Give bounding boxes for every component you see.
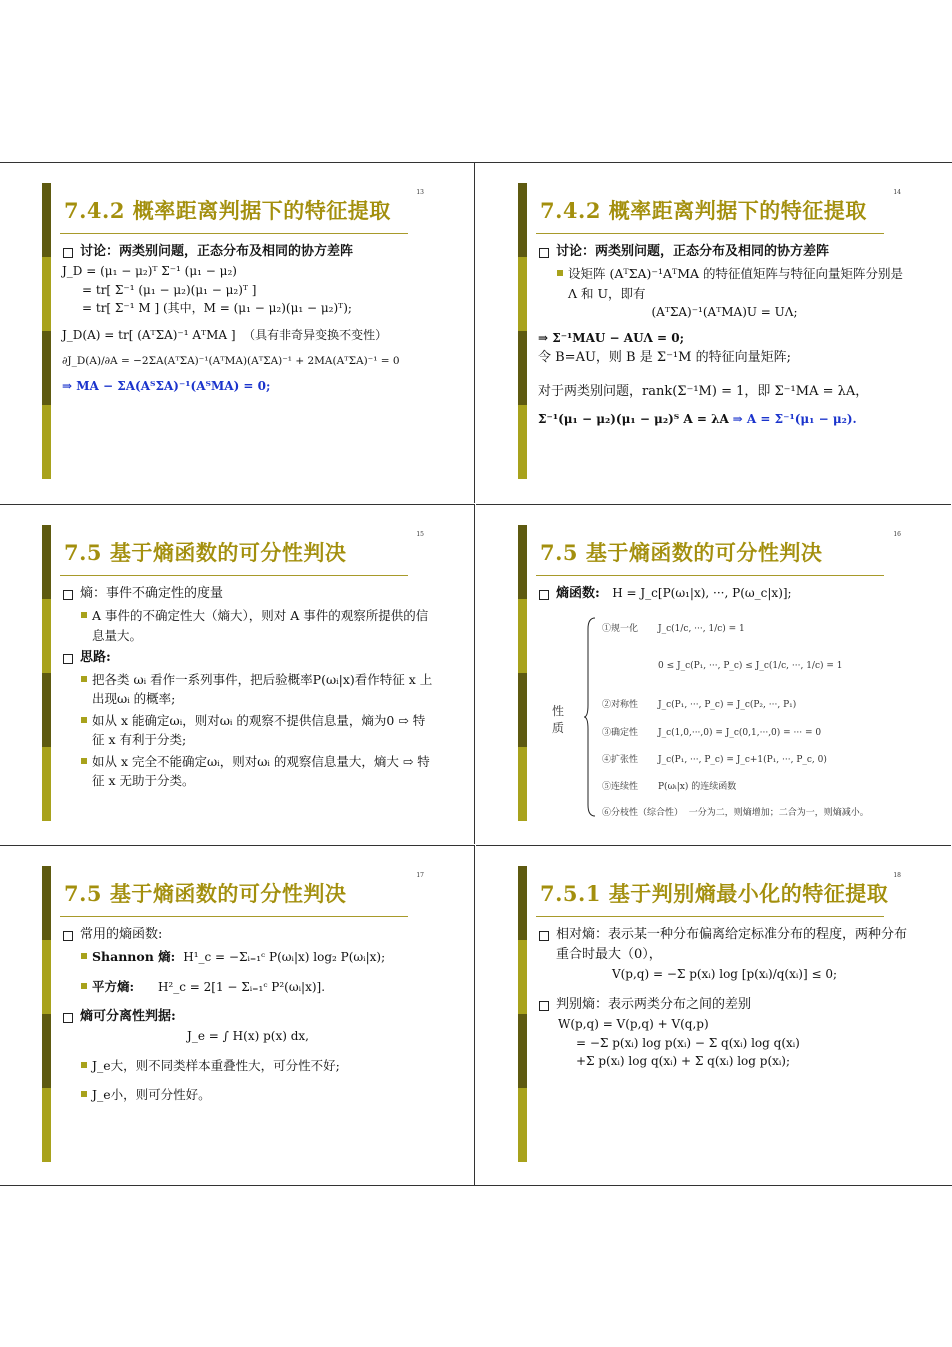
bullet: 相对熵：表示某一种分布偏离给定标准分布的程度，两种分布重合时最大（0）， <box>538 925 911 965</box>
equation: ⇒ MA − ΣA(AᵀΣA)⁻¹(AᵀMA) = 0; <box>62 378 271 393</box>
equation: = tr[ Σ⁻¹ (μ₁ − μ₂)(μ₁ − μ₂)ᵀ ] <box>82 282 257 297</box>
equation: ∂J_D(A)/∂A = −2ΣA(AᵀΣA)⁻¹(AᵀMA)(AᵀΣA)⁻¹ + 2MA(AᵀΣA)⁻¹ = 0 <box>62 354 400 367</box>
property-row: 0 ≤ J_c(P₁, ···, P_c) ≤ J_c(1/c, ···, 1/c) = 1 <box>658 661 843 671</box>
sub-bullet: J_e大，则不同类样本重叠性大，可分性不好; <box>62 1056 434 1075</box>
text-line: 令 B=AU，则 B 是 Σ⁻¹M 的特征向量矩阵; <box>538 350 791 366</box>
bullet: 常用的熵函数: <box>62 925 434 945</box>
slide-content <box>538 922 911 1071</box>
slide-content <box>62 239 434 395</box>
slide-accent-bar <box>518 525 527 821</box>
property-row: ⑤连续性 P(ωᵢ|x) 的连续函数 <box>602 782 737 792</box>
equation: V(p,q) = −Σ p(xᵢ) log [p(xᵢ)/q(xᵢ)] ≤ 0; <box>611 967 838 982</box>
slide-accent-bar <box>42 183 51 479</box>
slide-accent-bar <box>518 183 527 479</box>
left-brace <box>584 617 596 817</box>
sub-bullet: 如从 x 完全不能确定ωᵢ，则对ωᵢ 的观察信息量大，熵大 ⇨ 特征 x 无助于分类。 <box>62 752 434 791</box>
slide-number: 14 <box>893 189 901 196</box>
property-label: 性 质 <box>552 704 565 735</box>
property-row: ⑥分枝性（综合性） 一分为二，则熵增加；二合为一，则熵减小。 <box>602 808 869 818</box>
slide-content <box>62 581 434 790</box>
property-row: ①规一化 J_c(1/c, ···, 1/c) = 1 <box>602 624 745 634</box>
sub-bullet: 如从 x 能确定ωᵢ，则对ωᵢ 的观察不提供信息量，熵为0 ⇨ 特征 x 有利于分类; <box>62 711 434 750</box>
sub-bullet: A 事件的不确定性大（熵大），则对 A 事件的观察所提供的信息量大。 <box>62 606 434 645</box>
equation: ⇒ Σ⁻¹MAU − AUΛ = 0; <box>538 331 685 346</box>
bullet: 熵：事件不确定性的度量 <box>62 584 434 604</box>
slide-number: 13 <box>416 189 424 196</box>
text-line: 对于两类别问题，rank(Σ⁻¹M) = 1，即 Σ⁻¹MA = λA， <box>538 384 869 400</box>
bullet: 思路: <box>62 648 434 668</box>
slide-content <box>538 581 911 604</box>
slide-18 <box>476 845 951 1185</box>
slide-accent-bar <box>518 866 527 1162</box>
property-row: ④扩张性 J_c(P₁, ···, P_c) = J_c+1(P₁, ···, P_c, 0) <box>602 755 827 765</box>
property-row: ②对称性 J_c(P₁, ···, P_c) = J_c(P₂, ···, P₁) <box>602 700 797 710</box>
slide-content <box>538 239 911 429</box>
equation: J_e = ∫ H(x) p(x) dx, <box>187 1029 309 1044</box>
property-panel <box>546 615 886 825</box>
equation: = tr[ Σ⁻¹ M ] (其中，M = (μ₁ − μ₂)(μ₁ − μ₂)ᵀ); <box>82 301 352 316</box>
slide-title: 7.5 基于熵函数的可分性判决 <box>64 540 347 565</box>
slide-title: 7.5 基于熵函数的可分性判决 <box>64 881 347 906</box>
bullet: 讨论：两类别问题，正态分布及相同的协方差阵 <box>62 242 434 262</box>
slide-number: 18 <box>893 872 901 879</box>
slide-title: 7.4.2 概率距离判据下的特征提取 <box>540 198 867 223</box>
equation: W(p,q) = V(p,q) + V(q,p) <box>558 1017 709 1032</box>
equation: +Σ p(xᵢ) log q(xᵢ) + Σ q(xᵢ) log p(xᵢ); <box>576 1054 791 1069</box>
bullet: 判别熵：表示两类分布之间的差别 <box>538 995 911 1015</box>
slide-content <box>62 922 434 1105</box>
sub-bullet: Shannon 熵: H¹_c = −Σᵢ₌₁ᶜ P(ωᵢ|x) log₂ P(ωᵢ|x); <box>62 947 434 967</box>
slide-number: 15 <box>416 531 424 538</box>
equation: (AᵀΣA)⁻¹(AᵀMA)U = UΛ; <box>651 304 798 319</box>
sub-bullet: 设矩阵 (AᵀΣA)⁻¹AᵀMA 的特征值矩阵与特征向量矩阵分别是 Λ 和 U，即有 <box>538 264 911 303</box>
bullet: 讨论：两类别问题，正态分布及相同的协方差阵 <box>538 242 911 262</box>
sub-bullet: J_e小，则可分性好。 <box>62 1085 434 1104</box>
title-rule <box>536 916 884 917</box>
slide-16 <box>476 504 951 844</box>
property-row: ③确定性 J_c(1,0,···,0) = J_c(0,1,···,0) = ··· = 0 <box>602 728 822 738</box>
slide-number: 17 <box>416 872 424 879</box>
slide-15 <box>0 504 475 844</box>
title-rule <box>60 233 408 234</box>
title-rule <box>60 575 408 576</box>
sub-bullet: 平方熵: H²_c = 2[1 − Σᵢ₌₁ᶜ P²(ωᵢ|x)]. <box>62 977 434 997</box>
title-rule <box>60 916 408 917</box>
slide-14 <box>476 163 951 503</box>
title-rule <box>536 575 884 576</box>
slide-13 <box>0 163 475 503</box>
handout-sheet <box>0 162 952 1186</box>
equation: J_D = (μ₁ − μ₂)ᵀ Σ⁻¹ (μ₁ − μ₂) <box>62 264 237 279</box>
bullet: 熵函数: H = J_c[P(ω₁|x), ···, P(ω_c|x)]; <box>538 584 911 604</box>
equation: = −Σ p(xᵢ) log p(xᵢ) − Σ q(xᵢ) log q(xᵢ) <box>576 1035 800 1050</box>
slide-title: 7.5 基于熵函数的可分性判决 <box>540 540 823 565</box>
slide-accent-bar <box>42 866 51 1162</box>
slide-accent-bar <box>42 525 51 821</box>
slide-title: 7.4.2 概率距离判据下的特征提取 <box>64 198 391 223</box>
equation: Σ⁻¹(μ₁ − μ₂)(μ₁ − μ₂)ᵀ A = λA ⇒ A = Σ⁻¹(μ₁ − μ₂). <box>538 412 857 427</box>
slide-17 <box>0 845 475 1185</box>
bullet: 熵可分离性判据: <box>62 1007 434 1027</box>
equation: J_D(A) = tr[ (AᵀΣA)⁻¹ AᵀMA ] （具有非奇异变换不变性） <box>62 327 388 342</box>
sub-bullet: 把各类 ωᵢ 看作一系列事件，把后验概率P(ωᵢ|x)看作特征 x 上出现ωᵢ 的概率; <box>62 670 434 709</box>
slide-number: 16 <box>893 531 901 538</box>
slide-title: 7.5.1 基于判别熵最小化的特征提取 <box>540 881 889 906</box>
title-rule <box>536 233 884 234</box>
